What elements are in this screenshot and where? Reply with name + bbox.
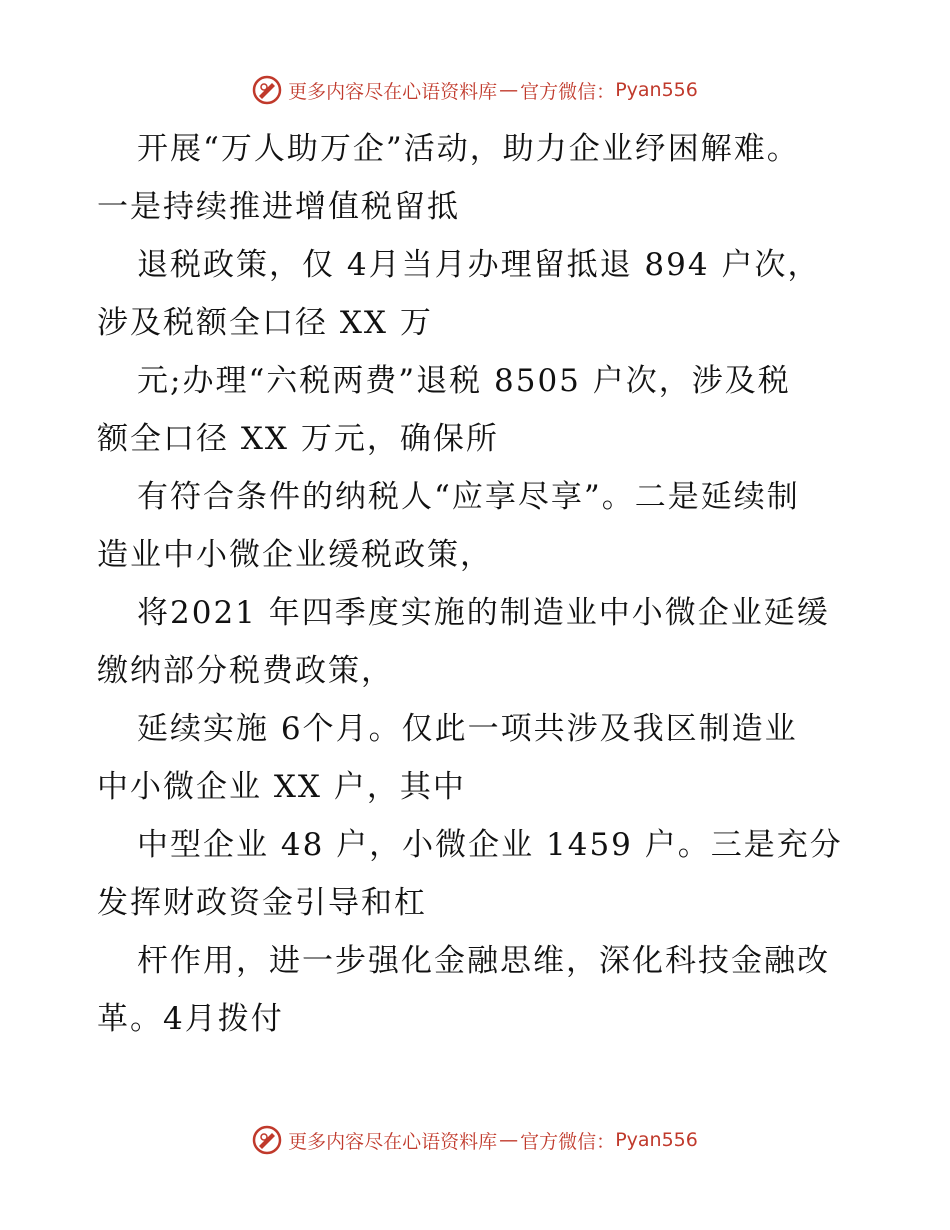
paragraph [97,236,857,352]
paragraph-line: 发挥财政资金引导和杠 [97,885,427,921]
paragraph-line: 一是持续推进增值税留抵 [97,189,460,225]
paragraph-line: 缴纳部分税费政策， [97,653,394,689]
banner-wechat-id: Pyan556 [615,1129,698,1151]
banner-wechat-id: Pyan556 [615,79,698,101]
paragraph-line: 将2021 年四季度实施的制造业中小微企业延缓 [137,595,830,631]
banner-site-text: 更多内容尽在心语资料库 [288,80,498,103]
paragraph-line: 延续实施 6个月。仅此一项共涉及我区制造业 [137,711,798,747]
banner-wechat-label: 官方微信： [520,1130,616,1153]
paragraph-line: 杆作用，进一步强化金融思维，深化科技金融改 [137,943,830,979]
paragraph-line: 额全口径 XX 万元，确保所 [97,421,499,457]
paragraph [97,816,857,932]
paragraph [97,352,857,468]
paragraph [97,700,857,816]
paragraph-line: 开展“万人助万企”活动，助力企业纾困解难。 [137,131,800,167]
paragraph-line: 元;办理“六税两费”退税 8505 户次，涉及税 [137,363,791,399]
banner-separator: — [499,79,519,101]
paragraph [97,932,857,1048]
paragraph-line: 涉及税额全口径 XX 万 [97,305,433,341]
paragraph-line: 有符合条件的纳税人“应享尽享”。二是延续制 [137,479,800,515]
paragraph-line: 中小微企业 XX 户，其中 [97,769,466,805]
logo-icon [252,75,282,105]
paragraph [97,468,857,584]
banner-separator: — [499,1129,519,1151]
paragraph-line: 中型企业 48 户，小微企业 1459 户。三是充分 [137,827,843,863]
banner-wechat-label: 官方微信： [520,80,616,103]
footer-banner [0,1122,950,1158]
paragraph [97,584,857,700]
logo-icon [252,1125,282,1155]
paragraph-line: 革。4月拨付 [97,1001,284,1037]
document-body [97,120,857,1048]
paragraph [97,120,857,236]
paragraph-line: 造业中小微企业缓税政策， [97,537,493,573]
banner-site-text: 更多内容尽在心语资料库 [288,1130,498,1153]
header-banner [0,72,950,108]
paragraph-line: 退税政策，仅 4月当月办理留抵退 894 户次， [137,247,821,283]
